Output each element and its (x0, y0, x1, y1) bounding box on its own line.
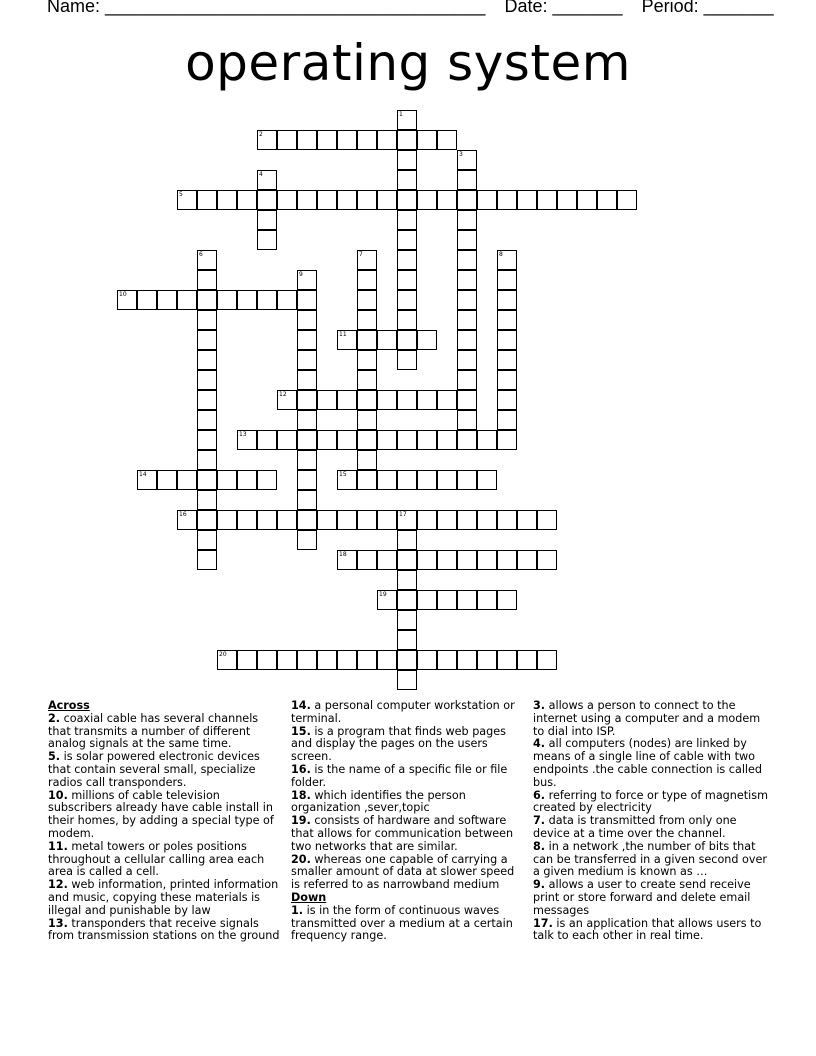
grid-cell[interactable] (297, 650, 317, 670)
grid-cell[interactable] (297, 510, 317, 530)
grid-cell[interactable] (297, 330, 317, 350)
clue-down-8: 8. in a network ,the number of bits that can be transferred in a given second over a given medium is known as … (533, 839, 768, 879)
grid-cell[interactable] (237, 190, 257, 210)
grid-cell[interactable] (437, 130, 457, 150)
grid-cell[interactable] (237, 470, 257, 490)
clue-number: 4 (259, 171, 263, 178)
grid-cell[interactable] (357, 190, 377, 210)
grid-cell[interactable] (297, 130, 317, 150)
grid-cell[interactable] (517, 550, 537, 570)
grid-cell[interactable] (337, 650, 357, 670)
grid-cell[interactable] (457, 230, 477, 250)
grid-cell[interactable] (417, 650, 437, 670)
grid-cell[interactable] (337, 510, 357, 530)
grid-cell[interactable] (297, 390, 317, 410)
grid-cell[interactable] (277, 290, 297, 310)
grid-cell[interactable] (397, 130, 417, 150)
grid-cell[interactable] (457, 550, 477, 570)
grid-cell[interactable] (257, 210, 277, 230)
clue-number: 15 (339, 471, 347, 478)
grid-cell[interactable] (617, 190, 637, 210)
grid-cell[interactable] (497, 430, 517, 450)
grid-cell[interactable] (537, 190, 557, 210)
grid-cell[interactable] (497, 550, 517, 570)
grid-cell[interactable] (537, 510, 557, 530)
clues-column-1 (48, 700, 284, 943)
grid-cell[interactable] (197, 190, 217, 210)
grid-cell[interactable] (357, 510, 377, 530)
grid-cell[interactable] (397, 610, 417, 630)
clues-column-2 (291, 700, 523, 943)
grid-cell[interactable] (157, 470, 177, 490)
grid-cell[interactable] (497, 310, 517, 330)
grid-cell[interactable] (357, 290, 377, 310)
grid-cell[interactable] (257, 230, 277, 250)
grid-cell[interactable] (357, 370, 377, 390)
clue-across-18: 18. which identifies the person organization ,sever,topic (291, 788, 466, 815)
grid-cell[interactable] (457, 430, 477, 450)
grid-cell[interactable] (217, 510, 237, 530)
grid-cell[interactable] (357, 330, 377, 350)
grid-cell[interactable] (377, 510, 397, 530)
grid-cell[interactable] (197, 490, 217, 510)
grid-cell[interactable] (417, 190, 437, 210)
clue-across-13: 13. transponders that receive signals from transmission stations on the ground (48, 916, 280, 943)
grid-cell[interactable] (557, 190, 577, 210)
grid-cell[interactable] (197, 450, 217, 470)
date-field[interactable]: Date: _______ (504, 0, 623, 16)
grid-cell[interactable] (317, 390, 337, 410)
clue-number: 1 (399, 111, 403, 118)
grid-cell[interactable] (457, 290, 477, 310)
grid-cell[interactable] (437, 390, 457, 410)
grid-cell[interactable] (397, 350, 417, 370)
clue-down-3: 3. allows a person to connect to the internet using a computer and a modem to dial into ISP. (533, 699, 761, 738)
grid-cell[interactable] (297, 470, 317, 490)
clue-number: 18 (339, 551, 347, 558)
grid-cell[interactable] (397, 670, 417, 690)
clue-number: 13 (239, 431, 247, 438)
grid-cell[interactable] (377, 130, 397, 150)
grid-cell[interactable] (477, 650, 497, 670)
clue-across-14: 14. a personal computer workstation or terminal. (291, 699, 515, 725)
grid-cell[interactable] (277, 510, 297, 530)
grid-cell[interactable] (357, 410, 377, 430)
grid-cell[interactable] (417, 550, 437, 570)
grid-cell[interactable] (457, 330, 477, 350)
grid-cell[interactable] (317, 650, 337, 670)
grid-cell[interactable] (197, 330, 217, 350)
grid-cell[interactable] (257, 430, 277, 450)
grid-cell[interactable] (297, 430, 317, 450)
grid-cell[interactable] (377, 650, 397, 670)
clue-number: 9 (299, 271, 303, 278)
clue-down-6: 6. referring to force or type of magnetism created by electricity (533, 788, 768, 815)
grid-cell[interactable] (317, 190, 337, 210)
grid-cell[interactable] (197, 310, 217, 330)
grid-cell[interactable] (257, 290, 277, 310)
grid-cell[interactable] (177, 290, 197, 310)
grid-cell[interactable] (397, 430, 417, 450)
clue-across-2: 2. coaxial cable has several channels that transmits a number of different analog signals at the same time. (48, 711, 259, 751)
grid-cell[interactable] (357, 310, 377, 330)
grid-cell[interactable] (157, 290, 177, 310)
grid-cell[interactable] (197, 550, 217, 570)
clue-across-20: 20. whereas one capable of carrying a smaller amount of data at slower speed is referred to as narrowband medium (291, 852, 515, 892)
clue-across-11: 11. metal towers or poles positions throughout a cellular calling area each area is called a cell. (48, 839, 265, 879)
grid-cell[interactable] (457, 310, 477, 330)
grid-cell[interactable] (297, 350, 317, 370)
grid-cell[interactable] (257, 470, 277, 490)
grid-cell[interactable] (197, 510, 217, 530)
grid-cell[interactable] (297, 190, 317, 210)
grid-cell[interactable] (437, 650, 457, 670)
grid-cell[interactable] (577, 190, 597, 210)
grid-cell[interactable] (217, 190, 237, 210)
grid-cell[interactable] (197, 530, 217, 550)
across-heading: Across (48, 699, 90, 712)
grid-cell[interactable] (457, 190, 477, 210)
grid-cell[interactable] (477, 470, 497, 490)
grid-cell[interactable] (457, 410, 477, 430)
grid-cell[interactable] (357, 270, 377, 290)
grid-cell[interactable] (457, 590, 477, 610)
grid-cell[interactable] (437, 510, 457, 530)
grid-cell[interactable] (277, 190, 297, 210)
clue-across-16: 16. is the name of a specific file or file folder. (291, 762, 508, 789)
grid-cell[interactable] (397, 590, 417, 610)
grid-cell[interactable] (397, 170, 417, 190)
grid-cell[interactable] (477, 430, 497, 450)
grid-cell[interactable] (357, 390, 377, 410)
grid-cell[interactable] (197, 370, 217, 390)
clue-number: 20 (219, 651, 227, 658)
grid-cell[interactable] (497, 510, 517, 530)
grid-cell[interactable] (437, 430, 457, 450)
grid-cell[interactable] (457, 250, 477, 270)
grid-cell[interactable] (437, 590, 457, 610)
grid-cell[interactable] (517, 510, 537, 530)
grid-cell[interactable] (397, 310, 417, 330)
grid-cell[interactable] (397, 330, 417, 350)
grid-cell[interactable] (397, 530, 417, 550)
grid-cell[interactable] (357, 430, 377, 450)
grid-cell[interactable] (297, 490, 317, 510)
grid-cell[interactable] (297, 410, 317, 430)
grid-cell[interactable] (237, 510, 257, 530)
grid-cell[interactable] (457, 390, 477, 410)
grid-cell[interactable] (197, 290, 217, 310)
grid-cell[interactable] (197, 390, 217, 410)
grid-cell[interactable] (197, 470, 217, 490)
grid-cell[interactable] (477, 510, 497, 530)
grid-cell[interactable] (397, 230, 417, 250)
grid-cell[interactable] (437, 470, 457, 490)
grid-cell[interactable] (497, 370, 517, 390)
clue-across-15: 15. is a program that finds web pages and display the pages on the users screen. (291, 724, 506, 764)
grid-cell[interactable] (377, 430, 397, 450)
grid-cell[interactable] (357, 450, 377, 470)
clue-number: 2 (259, 131, 263, 138)
grid-cell[interactable] (317, 430, 337, 450)
grid-cell[interactable] (197, 270, 217, 290)
clue-number: 7 (359, 251, 363, 258)
grid-cell[interactable] (497, 650, 517, 670)
grid-cell[interactable] (457, 350, 477, 370)
grid-cell[interactable] (457, 370, 477, 390)
grid-cell[interactable] (197, 350, 217, 370)
grid-cell[interactable] (217, 470, 237, 490)
grid-cell[interactable] (397, 470, 417, 490)
clue-number: 14 (139, 471, 147, 478)
grid-cell[interactable] (377, 190, 397, 210)
grid-cell[interactable] (497, 390, 517, 410)
grid-cell[interactable] (497, 590, 517, 610)
grid-cell[interactable] (397, 290, 417, 310)
grid-cell[interactable] (357, 650, 377, 670)
grid-cell[interactable] (477, 590, 497, 610)
clue-across-5: 5. is solar powered electronic devices that contain several small, specialize radios call transponders. (48, 750, 260, 789)
grid-cell[interactable] (177, 470, 197, 490)
grid-cell[interactable] (337, 390, 357, 410)
clue-down-9: 9. allows a user to create send receive print or store forward and delete email messages (533, 878, 751, 917)
grid-cell[interactable] (297, 370, 317, 390)
grid-cell[interactable] (417, 390, 437, 410)
clue-across-10: 10. millions of cable television subscribers already have cable install in their homes, by adding a special type of modem. (48, 788, 274, 840)
grid-cell[interactable] (397, 630, 417, 650)
grid-cell[interactable] (297, 450, 317, 470)
clue-number: 3 (459, 151, 463, 158)
grid-cell[interactable] (497, 270, 517, 290)
grid-cell[interactable] (217, 290, 237, 310)
grid-cell[interactable] (197, 430, 217, 450)
grid-cell[interactable] (457, 170, 477, 190)
grid-cell[interactable] (377, 550, 397, 570)
grid-cell[interactable] (357, 350, 377, 370)
grid-cell[interactable] (397, 190, 417, 210)
grid-cell[interactable] (437, 190, 457, 210)
grid-cell[interactable] (397, 270, 417, 290)
grid-cell[interactable] (397, 150, 417, 170)
grid-cell[interactable] (237, 290, 257, 310)
grid-cell[interactable] (417, 130, 437, 150)
grid-cell[interactable] (277, 430, 297, 450)
grid-cell[interactable] (357, 550, 377, 570)
grid-cell[interactable] (297, 310, 317, 330)
grid-cell[interactable] (377, 390, 397, 410)
clue-number: 12 (279, 391, 287, 398)
clue-across-12: 12. web information, printed information and music, copying these materials is illegal and punishable by law (48, 878, 279, 917)
grid-cell[interactable] (397, 210, 417, 230)
period-field[interactable]: Period: _______ (641, 0, 774, 16)
clue-number: 19 (379, 591, 387, 598)
grid-cell[interactable] (337, 190, 357, 210)
grid-cell[interactable] (597, 190, 617, 210)
clue-number: 8 (499, 251, 503, 258)
grid-cell[interactable] (397, 570, 417, 590)
grid-cell[interactable] (497, 330, 517, 350)
grid-cell[interactable] (197, 410, 217, 430)
grid-cell[interactable] (497, 190, 517, 210)
grid-cell[interactable] (497, 350, 517, 370)
grid-cell[interactable] (397, 390, 417, 410)
grid-cell[interactable] (457, 270, 477, 290)
grid-cell[interactable] (297, 290, 317, 310)
grid-cell[interactable] (357, 470, 377, 490)
clues-column-3 (533, 700, 773, 943)
grid-cell[interactable] (537, 550, 557, 570)
grid-cell[interactable] (417, 470, 437, 490)
grid-cell[interactable] (417, 510, 437, 530)
grid-cell[interactable] (417, 430, 437, 450)
grid-cell[interactable] (297, 530, 317, 550)
grid-cell[interactable] (317, 130, 337, 150)
grid-cell[interactable] (337, 130, 357, 150)
clue-down-17: 17. is an application that allows users to talk to each other in real time. (533, 916, 762, 943)
clue-number: 6 (199, 251, 203, 258)
grid-cell[interactable] (397, 550, 417, 570)
grid-cell[interactable] (477, 550, 497, 570)
grid-cell[interactable] (477, 190, 497, 210)
grid-cell[interactable] (497, 290, 517, 310)
clue-across-19: 19. consists of hardware and software that allows for communication between two networks that are similar. (291, 814, 514, 853)
grid-cell[interactable] (417, 330, 437, 350)
grid-cell[interactable] (237, 650, 257, 670)
grid-cell[interactable] (337, 430, 357, 450)
grid-cell[interactable] (377, 330, 397, 350)
grid-cell[interactable] (417, 590, 437, 610)
grid-cell[interactable] (317, 510, 337, 530)
clue-number: 16 (179, 511, 187, 518)
clue-down-4: 4. all computers (nodes) are linked by means of a single line of cable with two endpoints .the cable connection is called bus. (533, 737, 763, 789)
grid-cell[interactable] (437, 550, 457, 570)
grid-cell[interactable] (377, 470, 397, 490)
grid-cell[interactable] (277, 650, 297, 670)
grid-cell[interactable] (257, 650, 277, 670)
clue-number: 17 (399, 511, 407, 518)
grid-cell[interactable] (537, 650, 557, 670)
clue-down-7: 7. data is transmitted from only one device at a time over the channel. (533, 814, 737, 840)
clue-number: 5 (179, 191, 183, 198)
grid-cell[interactable] (457, 510, 477, 530)
grid-cell[interactable] (457, 210, 477, 230)
grid-cell[interactable] (457, 650, 477, 670)
clue-number: 11 (339, 331, 347, 338)
down-heading: Down (291, 890, 327, 904)
grid-cell[interactable] (397, 250, 417, 270)
grid-cell[interactable] (497, 410, 517, 430)
clue-number: 10 (119, 291, 127, 298)
grid-cell[interactable] (357, 130, 377, 150)
grid-cell[interactable] (457, 470, 477, 490)
clue-down-1: 1. is in the form of continuous waves transmitted over a medium at a certain frequency range. (291, 903, 513, 943)
grid-cell[interactable] (397, 650, 417, 670)
grid-cell[interactable] (257, 510, 277, 530)
puzzle-title: operating system (185, 34, 631, 92)
name-field[interactable]: Name: ______________________________________ (47, 0, 486, 16)
grid-cell[interactable] (257, 190, 277, 210)
grid-cell[interactable] (517, 650, 537, 670)
grid-cell[interactable] (137, 290, 157, 310)
grid-cell[interactable] (277, 130, 297, 150)
grid-cell[interactable] (517, 190, 537, 210)
